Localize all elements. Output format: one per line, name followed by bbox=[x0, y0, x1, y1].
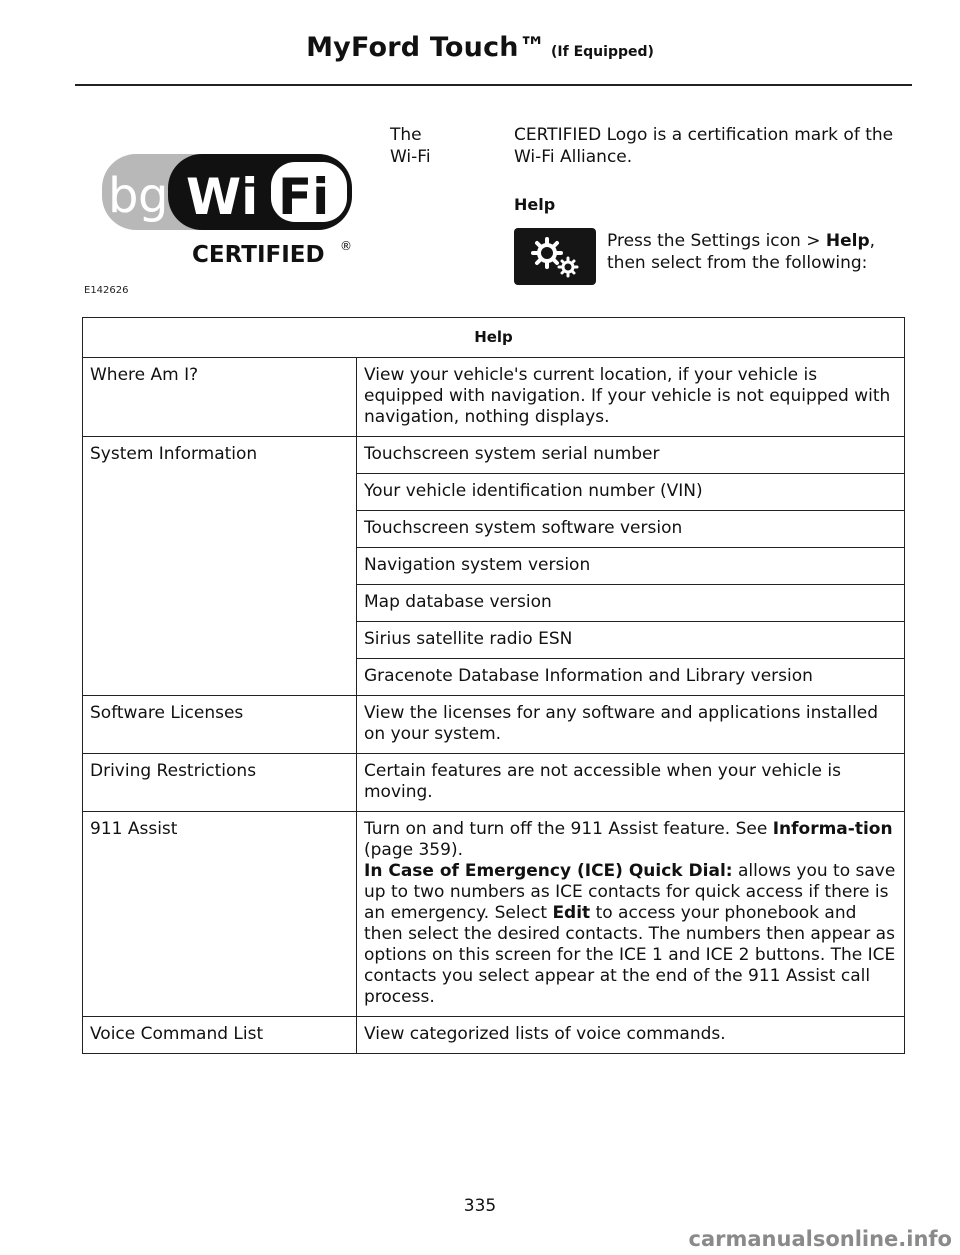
header-subtitle: (If Equipped) bbox=[551, 44, 654, 60]
page-number: 335 bbox=[463, 1196, 497, 1216]
logo-certified-text: CERTIFIED bbox=[192, 242, 325, 268]
sysinfo-item: Touchscreen system software version bbox=[357, 511, 905, 548]
table-row bbox=[83, 754, 905, 812]
feature-where-am-i: Where Am I? bbox=[83, 358, 357, 437]
ice-quick-dial-label: In Case of Emergency (ICE) Quick Dial: bbox=[364, 861, 733, 881]
logo-letters-fi: Fi bbox=[278, 168, 330, 226]
press-settings-instruction: Press the Settings icon > Help, then select from the following: bbox=[607, 231, 876, 273]
intro-wifi: Wi-Fi bbox=[390, 147, 431, 167]
desc-voice-command-list: View categorized lists of voice commands. bbox=[357, 1017, 905, 1054]
table-row bbox=[83, 696, 905, 754]
assist-paragraph-2: In Case of Emergency (ICE) Quick Dial: allows you to save up to two numbers as ICE contacts for quick access if there is an emergency. Select Edit to access your phonebook and then select the desired contacts. The numbers then appear as options on this screen for the ICE 1 and ICE 2 buttons. The ICE contacts you select appear at the end of the 911 Assist call process. bbox=[364, 861, 896, 1007]
gears-icon bbox=[520, 232, 590, 282]
help-table bbox=[82, 317, 905, 1054]
table-header: Help bbox=[83, 318, 905, 358]
sysinfo-item: Sirius satellite radio ESN bbox=[357, 622, 905, 659]
table-row bbox=[83, 812, 905, 1017]
certification-text: CERTIFIED Logo is a certification mark of the Wi-Fi Alliance. bbox=[514, 125, 894, 167]
edit-label: Edit bbox=[552, 903, 591, 923]
assist-paragraph-1: Turn on and turn off the 911 Assist feature. See Informa-tion (page 359). bbox=[364, 819, 893, 860]
feature-software-licenses: Software Licenses bbox=[83, 696, 357, 754]
feature-voice-command-list: Voice Command List bbox=[83, 1017, 357, 1054]
sysinfo-item: Gracenote Database Information and Library version bbox=[357, 659, 905, 696]
watermark: carmanualsonline.info bbox=[688, 1227, 952, 1251]
feature-driving-restrictions: Driving Restrictions bbox=[83, 754, 357, 812]
desc-software-licenses: View the licenses for any software and applications installed on your system. bbox=[357, 696, 905, 754]
table-row bbox=[83, 437, 905, 474]
feature-system-information: System Information bbox=[83, 437, 357, 696]
desc-where-am-i: View your vehicle's current location, if your vehicle is equipped with navigation. If your vehicle is not equipped with navigation, nothing displays. bbox=[357, 358, 905, 437]
information-link[interactable]: Informa-tion bbox=[772, 819, 893, 839]
logo-letter-g: g bbox=[138, 168, 169, 224]
desc-911-assist bbox=[357, 812, 905, 1017]
wifi-logo-icon bbox=[100, 150, 358, 274]
logo-letter-b: b bbox=[108, 168, 139, 224]
page-header bbox=[0, 32, 960, 63]
sysinfo-item: Touchscreen system serial number bbox=[357, 437, 905, 474]
header-rule bbox=[75, 84, 912, 86]
intro-the: The bbox=[390, 125, 422, 145]
table-row bbox=[83, 358, 905, 437]
logo-letters-wi: Wi bbox=[186, 168, 259, 226]
wifi-certified-logo bbox=[100, 150, 358, 274]
header-title: MyFord Touch™ bbox=[306, 32, 546, 63]
help-menu-label: Help bbox=[825, 231, 870, 251]
help-heading: Help bbox=[514, 195, 556, 214]
sysinfo-item: Navigation system version bbox=[357, 548, 905, 585]
image-code: E142626 bbox=[84, 285, 129, 296]
sysinfo-item: Map database version bbox=[357, 585, 905, 622]
desc-driving-restrictions: Certain features are not accessible when your vehicle is moving. bbox=[357, 754, 905, 812]
sysinfo-item: Your vehicle identification number (VIN) bbox=[357, 474, 905, 511]
table-row bbox=[83, 1017, 905, 1054]
feature-911-assist: 911 Assist bbox=[83, 812, 357, 1017]
logo-registered-mark: ® bbox=[340, 239, 352, 253]
intro-the-wifi bbox=[390, 124, 431, 168]
settings-gears-icon bbox=[514, 228, 596, 285]
